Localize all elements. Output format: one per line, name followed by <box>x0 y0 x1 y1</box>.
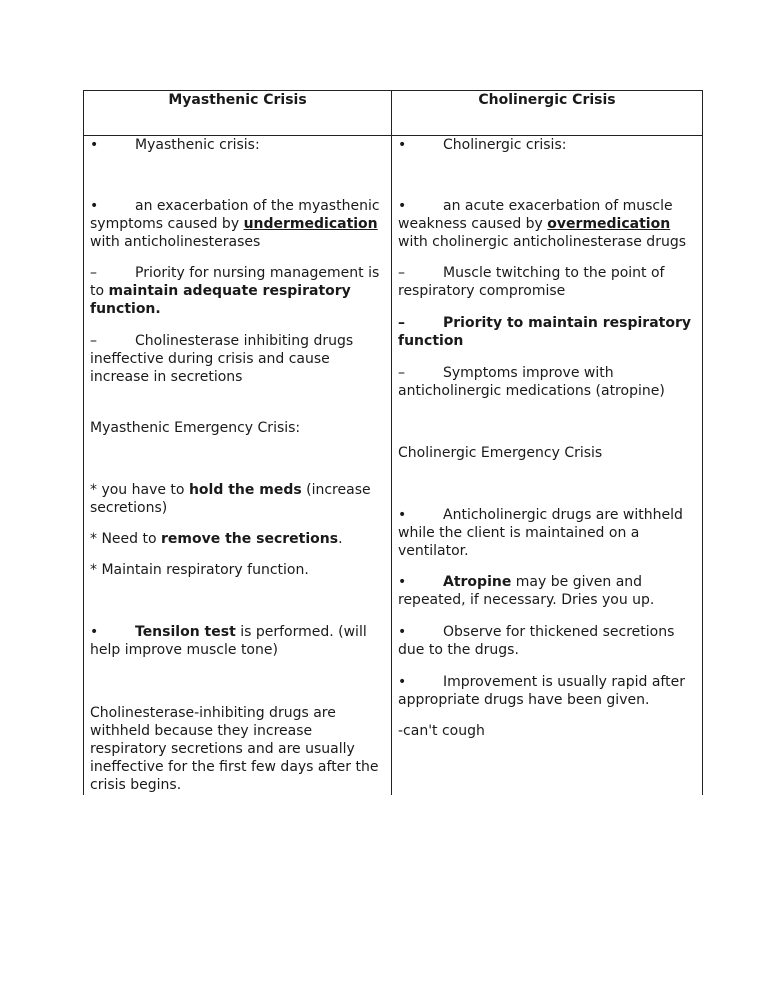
section-heading: Cholinergic Emergency Crisis <box>398 445 603 461</box>
dash: – <box>398 265 405 281</box>
bullet: • <box>398 624 407 640</box>
dash: – <box>398 365 405 381</box>
bullet: • <box>398 198 407 214</box>
bullet: • <box>90 137 99 153</box>
bullet: • <box>398 574 407 590</box>
list-item: – Symptoms improve with anticholinergic medications (atropine) <box>398 365 665 399</box>
list-item: * Need to remove the secretions. <box>90 531 343 547</box>
list-item: * Maintain respiratory function. <box>90 562 309 578</box>
list-item: • Myasthenic crisis: <box>90 137 260 153</box>
list-item: • an acute exacerbation of muscle weakness caused by overmedication with cholinergic anticholinesterase drugs <box>398 198 687 250</box>
list-item: • Improvement is usually rapid after appropriate drugs have been given. <box>398 674 685 708</box>
list-item: • Anticholinergic drugs are withheld while the client is maintained on a ventilator. <box>398 507 683 559</box>
column-divider <box>391 91 392 795</box>
table-header-row <box>84 91 702 136</box>
bullet: • <box>398 674 407 690</box>
list-item: • Atropine may be given and repeated, if necessary. Dries you up. <box>398 574 655 608</box>
bullet: • <box>398 507 407 523</box>
list-item: • Cholinergic crisis: <box>398 137 567 153</box>
section-heading: Myasthenic Emergency Crisis: <box>90 420 301 436</box>
paragraph: Cholinesterase-inhibiting drugs are withheld because they increase respiratory secretions and are usually ineffective for the first few days after the crisis begins. <box>90 705 379 793</box>
bullet: • <box>398 137 407 153</box>
bullet: • <box>90 624 99 640</box>
list-item: • an exacerbation of the myasthenic symptoms caused by undermedication with anticholinesterases <box>90 198 380 250</box>
list-item: – Priority for nursing management is to maintain adequate respiratory function. <box>90 265 380 317</box>
list-item: * you have to hold the meds (increase secretions) <box>90 482 371 516</box>
note: -can't cough <box>398 723 485 739</box>
list-item: – Priority to maintain respiratory function <box>398 315 691 349</box>
header-cholinergic-crisis: Cholinergic Crisis <box>478 92 616 108</box>
list-item: • Observe for thickened secretions due to the drugs. <box>398 624 675 658</box>
dash: – <box>90 265 97 281</box>
dash: – <box>90 333 97 349</box>
list-item: – Muscle twitching to the point of respiratory compromise <box>398 265 665 299</box>
bullet: • <box>90 198 99 214</box>
comparison-table <box>83 90 703 795</box>
dash: – <box>398 315 405 331</box>
list-item: – Cholinesterase inhibiting drugs ineffective during crisis and cause increase in secretions <box>90 333 354 385</box>
list-item: • Tensilon test is performed. (will help improve muscle tone) <box>90 624 367 658</box>
header-myasthenic-crisis: Myasthenic Crisis <box>168 92 307 108</box>
